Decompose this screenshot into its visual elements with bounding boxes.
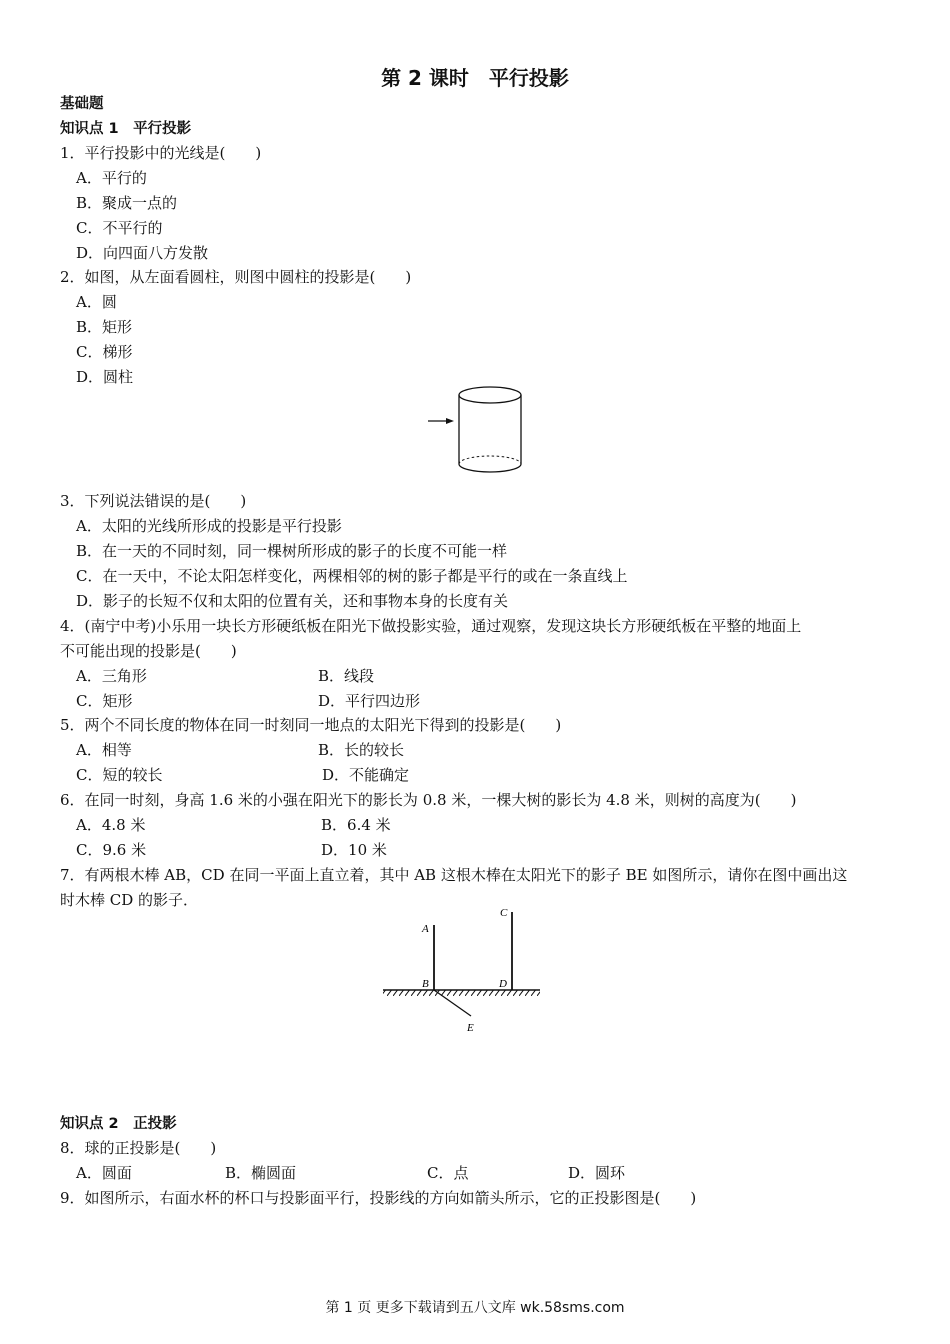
q1-option-a: A．平行的 [76,169,147,187]
q5-option-d: D．不能确定 [322,766,410,784]
q3-option-d: D．影子的长短不仅和太阳的位置有关，还和事物本身的长度有关 [76,592,509,610]
knowledge-point-2: 知识点 2 正投影 [60,1116,177,1132]
question-1-stem: 1．平行投影中的光线是( ) [60,144,262,162]
q3-option-b: B．在一天的不同时刻，同一棵树所形成的影子的长度不可能一样 [76,542,508,560]
q2-option-d: D．圆柱 [76,368,134,386]
q3-option-c: C．在一天中，不论太阳怎样变化，两棵相邻的树的影子都是平行的或在一条直线上 [76,567,628,585]
q4-option-c: C．矩形 [76,692,133,710]
section-heading: 基础题 [60,96,104,112]
q4-option-b: B．线段 [318,667,375,685]
label-d: D [499,978,507,990]
question-6-stem: 6．在同一时刻，身高 1.6 米的小强在阳光下的影长为 0.8 米，一棵大树的影长为 4.8 米，则树的高度为( ) [60,791,797,809]
question-5-stem: 5．两个不同长度的物体在同一时刻同一地点的太阳光下得到的投影是( ) [60,716,562,734]
question-9-stem: 9．如图所示，右面水杯的杯口与投影面平行，投影线的方向如箭头所示，它的正投影图是( ) [60,1189,697,1207]
q2-option-a: A．圆 [76,293,117,311]
q1-option-d: D．向四面八方发散 [76,244,209,262]
q4-option-a: A．三角形 [76,667,147,685]
q5-option-b: B．长的较长 [318,741,405,759]
q6-option-b: B．6.4 米 [321,816,391,834]
question-7-stem-line2: 时木棒 CD 的影子． [60,891,199,909]
q4-option-d: D．平行四边形 [318,692,421,710]
q5-option-a: A．相等 [76,741,132,759]
question-4-stem-line2: 不可能出现的投影是( ) [60,642,237,660]
label-b: B [422,978,429,990]
question-3-stem: 3．下列说法错误的是( ) [60,492,247,510]
cylinder-figure [420,382,540,480]
label-e: E [467,1022,474,1034]
page-footer: 第 1 页 更多下载请到五八文库 wk.58sms.com [325,1300,625,1316]
q8-option-a: A．圆面 [76,1164,132,1182]
q5-option-c: C．短的较长 [76,766,163,784]
question-8-stem: 8．球的正投影是( ) [60,1139,217,1157]
sticks-shadow-figure [375,900,550,1038]
page-title: 第 2 课时 平行投影 [381,66,569,90]
q2-option-b: B．矩形 [76,318,133,336]
q8-option-d: D．圆环 [568,1164,626,1182]
knowledge-point-1: 知识点 1 平行投影 [60,121,192,137]
label-a: A [422,923,429,935]
q6-option-c: C．9.6 米 [76,841,147,859]
q6-option-a: A．4.8 米 [76,816,146,834]
q8-option-b: B．椭圆面 [225,1164,297,1182]
question-2-stem: 2．如图，从左面看圆柱，则图中圆柱的投影是( ) [60,268,412,286]
question-7-stem-line1: 7．有两根木棒 AB，CD 在同一平面上直立着，其中 AB 这根木棒在太阳光下的影子 BE 如图所示，请你在图中画出这 [60,866,848,884]
q2-option-c: C．梯形 [76,343,133,361]
q8-option-c: C．点 [427,1164,469,1182]
q1-option-b: B．聚成一点的 [76,194,178,212]
q1-option-c: C．不平行的 [76,219,163,237]
q3-option-a: A．太阳的光线所形成的投影是平行投影 [76,517,342,535]
label-c: C [500,907,508,919]
q6-option-d: D．10 米 [321,841,387,859]
question-4-stem-line1: 4．(南宁中考)小乐用一块长方形硬纸板在阳光下做投影实验，通过观察，发现这块长方形硬纸板在平整的地面上 [60,617,802,635]
